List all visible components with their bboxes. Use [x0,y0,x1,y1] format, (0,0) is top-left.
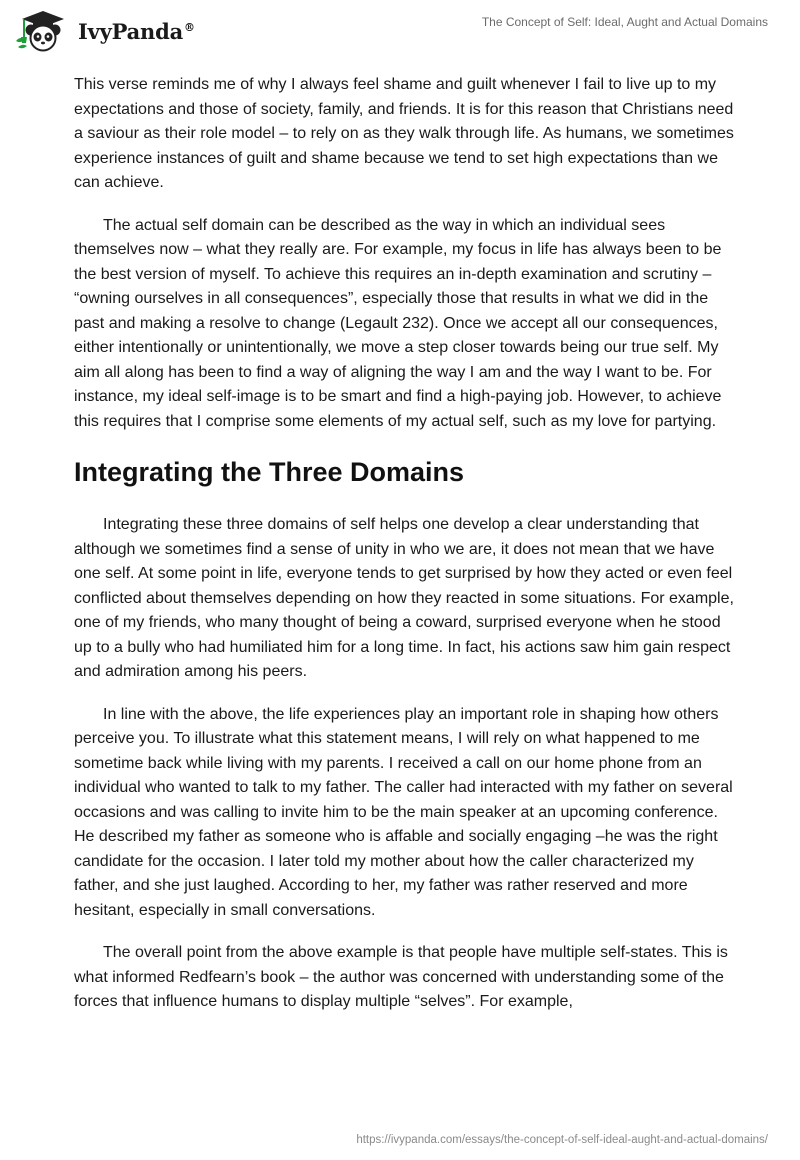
paragraph-5: The overall point from the above example is that people have multiple self-states. This is what informed Redfearn’s book – the author was concerned with understanding some of the forces that influence humans to display multiple “selves”. For example, [74,944,728,1010]
section-heading: Integrating the Three Domains [74,457,465,487]
paragraph-2: The actual self domain can be described as the way in which an individual sees themselves now – what they really are. For example, my focus in life has always been to be the best version of myself. To achieve this requires an in-depth examination and scrutiny – “owning ourselves in all consequences”, especially those that results in what we did in the past and making a resolve to change (Legault 232). Once we accept all our consequences, either intentionally or unintentionally, we move a step closer towards being our true self. My aim all along has been to find a way of aligning the way I am and the way I want to be. For instance, my ideal self-image is to be smart and find a high-paying job. However, to achieve this requires that I comprise some elements of my actual self, such as my love for partying. [74,216,722,430]
source-url[interactable]: https://ivypanda.com/essays/the-concept-of-self-ideal-aught-and-actual-domains/ [356,1134,768,1146]
brand-logo[interactable] [14,10,195,52]
panda-graduate-icon [14,10,72,52]
paragraph-3: Integrating these three domains of self helps one develop a clear understanding that although we sometimes find a sense of unity in who we are, it does not mean that we have one self. At some point in life, everyone tends to get surprised by how they acted or even feel conflicted about themselves depending on how they reacted in some situations. For example, one of my friends, who many thought of being a coward, surprised everyone when he stood up to a bully who had humiliated him for a long time. In fact, his actions saw him gain respect and admiration among his peers. [74,516,734,680]
page-header [0,0,800,60]
paragraph-4: In line with the above, the life experiences play an important role in shaping how others perceive you. To illustrate what this statement means, I will rely on what happened to me sometime back while living with my parents. I received a call on our home phone from an individual who wanted to talk to my father. The caller had interacted with my father on several occasions and was calling to invite him to be the main speaker at an upcoming conference. He described my father as someone who is affable and socially engaging –he was the right candidate for the occasion. I later told my mother about how the caller characterized my father, and she just laughed. According to her, my father was rather reserved and more hesitant, especially in small conversations. [74,705,733,919]
article-body [74,73,734,1033]
registered-mark: ® [184,20,195,34]
paragraph-1: This verse reminds me of why I always feel shame and guilt whenever I fail to live up to my expectations and those of society, family, and friends. It is for this reason that Christians need a saviour as their role model – to rely on as they walk through life. As humans, we sometimes experience instances of guilt and shame because we tend to set high expectations than we can achieve. [74,76,734,191]
brand-name: IvyPanda® [78,18,195,44]
document-title: The Concept of Self: Ideal, Aught and Actual Domains [481,15,768,29]
